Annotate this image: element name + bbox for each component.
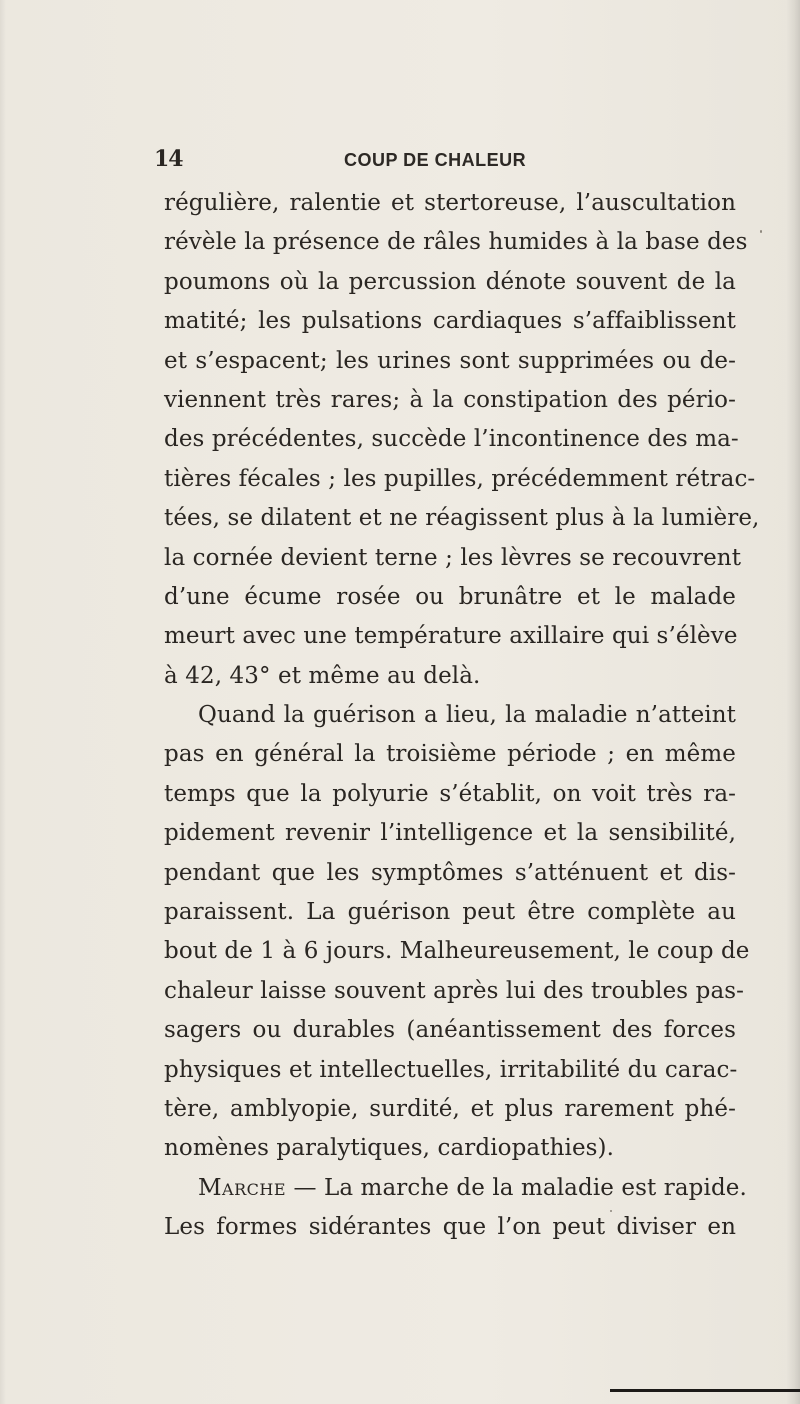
text-line: révèle la présence de râles humides à la base des	[164, 229, 748, 256]
text-line: chaleur laisse souvent après lui des troubles pas-	[164, 977, 745, 1004]
text-line: paraissent. La guérison peut être complète au	[164, 899, 736, 926]
text-line: pendant que les symptômes s’atténuent et dis-	[164, 859, 736, 886]
paper-speck	[760, 230, 762, 233]
text-line: et s’espacent; les urines sont supprimées ou de-	[164, 347, 736, 374]
page-edge-shadow	[610, 1389, 800, 1392]
text-line: pidement revenir l’intelligence et la sensibilité,	[164, 820, 736, 847]
text-line: temps que la polyurie s’établit, on voit très ra-	[164, 780, 736, 807]
text-line: d’une écume rosée ou brunâtre et le malade	[164, 583, 736, 610]
text-line: physiques et intellectuelles, irritabilité du carac-	[164, 1056, 738, 1083]
text-line: viennent très rares; à la constipation des pério-	[164, 386, 736, 413]
section-text: — La marche de la maladie est rapide.	[286, 1174, 747, 1201]
text-line: pas en général la troisième période ; en même	[164, 741, 736, 768]
text-line: bout de 1 à 6 jours. Malheureusement, le coup de	[164, 938, 750, 965]
text-line: des précédentes, succède l’incontinence des ma-	[164, 426, 739, 453]
text-line: tère, amblyopie, surdité, et plus rarement phé-	[164, 1095, 736, 1122]
page-number: 14	[154, 146, 183, 172]
text-line: poumons où la percussion dénote souvent de la	[164, 268, 736, 295]
text-line: Les formes sidérantes que l’on peut diviser en	[164, 1214, 736, 1241]
page-left-shadow	[0, 0, 6, 1404]
section-line	[164, 1169, 747, 1208]
text-line: sagers ou durables (anéantissement des forces	[164, 1017, 736, 1044]
section-heading: Marche	[198, 1174, 287, 1201]
running-title: COUP DE CHALEUR	[344, 150, 527, 170]
text-line: régulière, ralentie et stertoreuse, l’auscultation	[164, 190, 736, 216]
text-line: tées, se dilatent et ne réagissent plus à la lumière,	[164, 505, 760, 532]
body-text	[164, 184, 760, 1248]
paper-speck	[610, 1210, 612, 1212]
text-line: nomènes paralytiques, cardiopathies).	[164, 1135, 615, 1162]
page-right-shadow	[786, 0, 800, 1404]
text-line: meurt avec une température axillaire qui s’élève	[164, 623, 738, 650]
text-line: matité; les pulsations cardiaques s’affaiblissent	[164, 308, 736, 335]
text-line: à 42, 43° et même au delà.	[164, 662, 481, 689]
text-line: tières fécales ; les pupilles, précédemment rétrac-	[164, 465, 756, 492]
text-line: Quand la guérison a lieu, la maladie n’atteint	[198, 702, 736, 729]
text-line: la cornée devient terne ; les lèvres se recouvrent	[164, 544, 742, 571]
